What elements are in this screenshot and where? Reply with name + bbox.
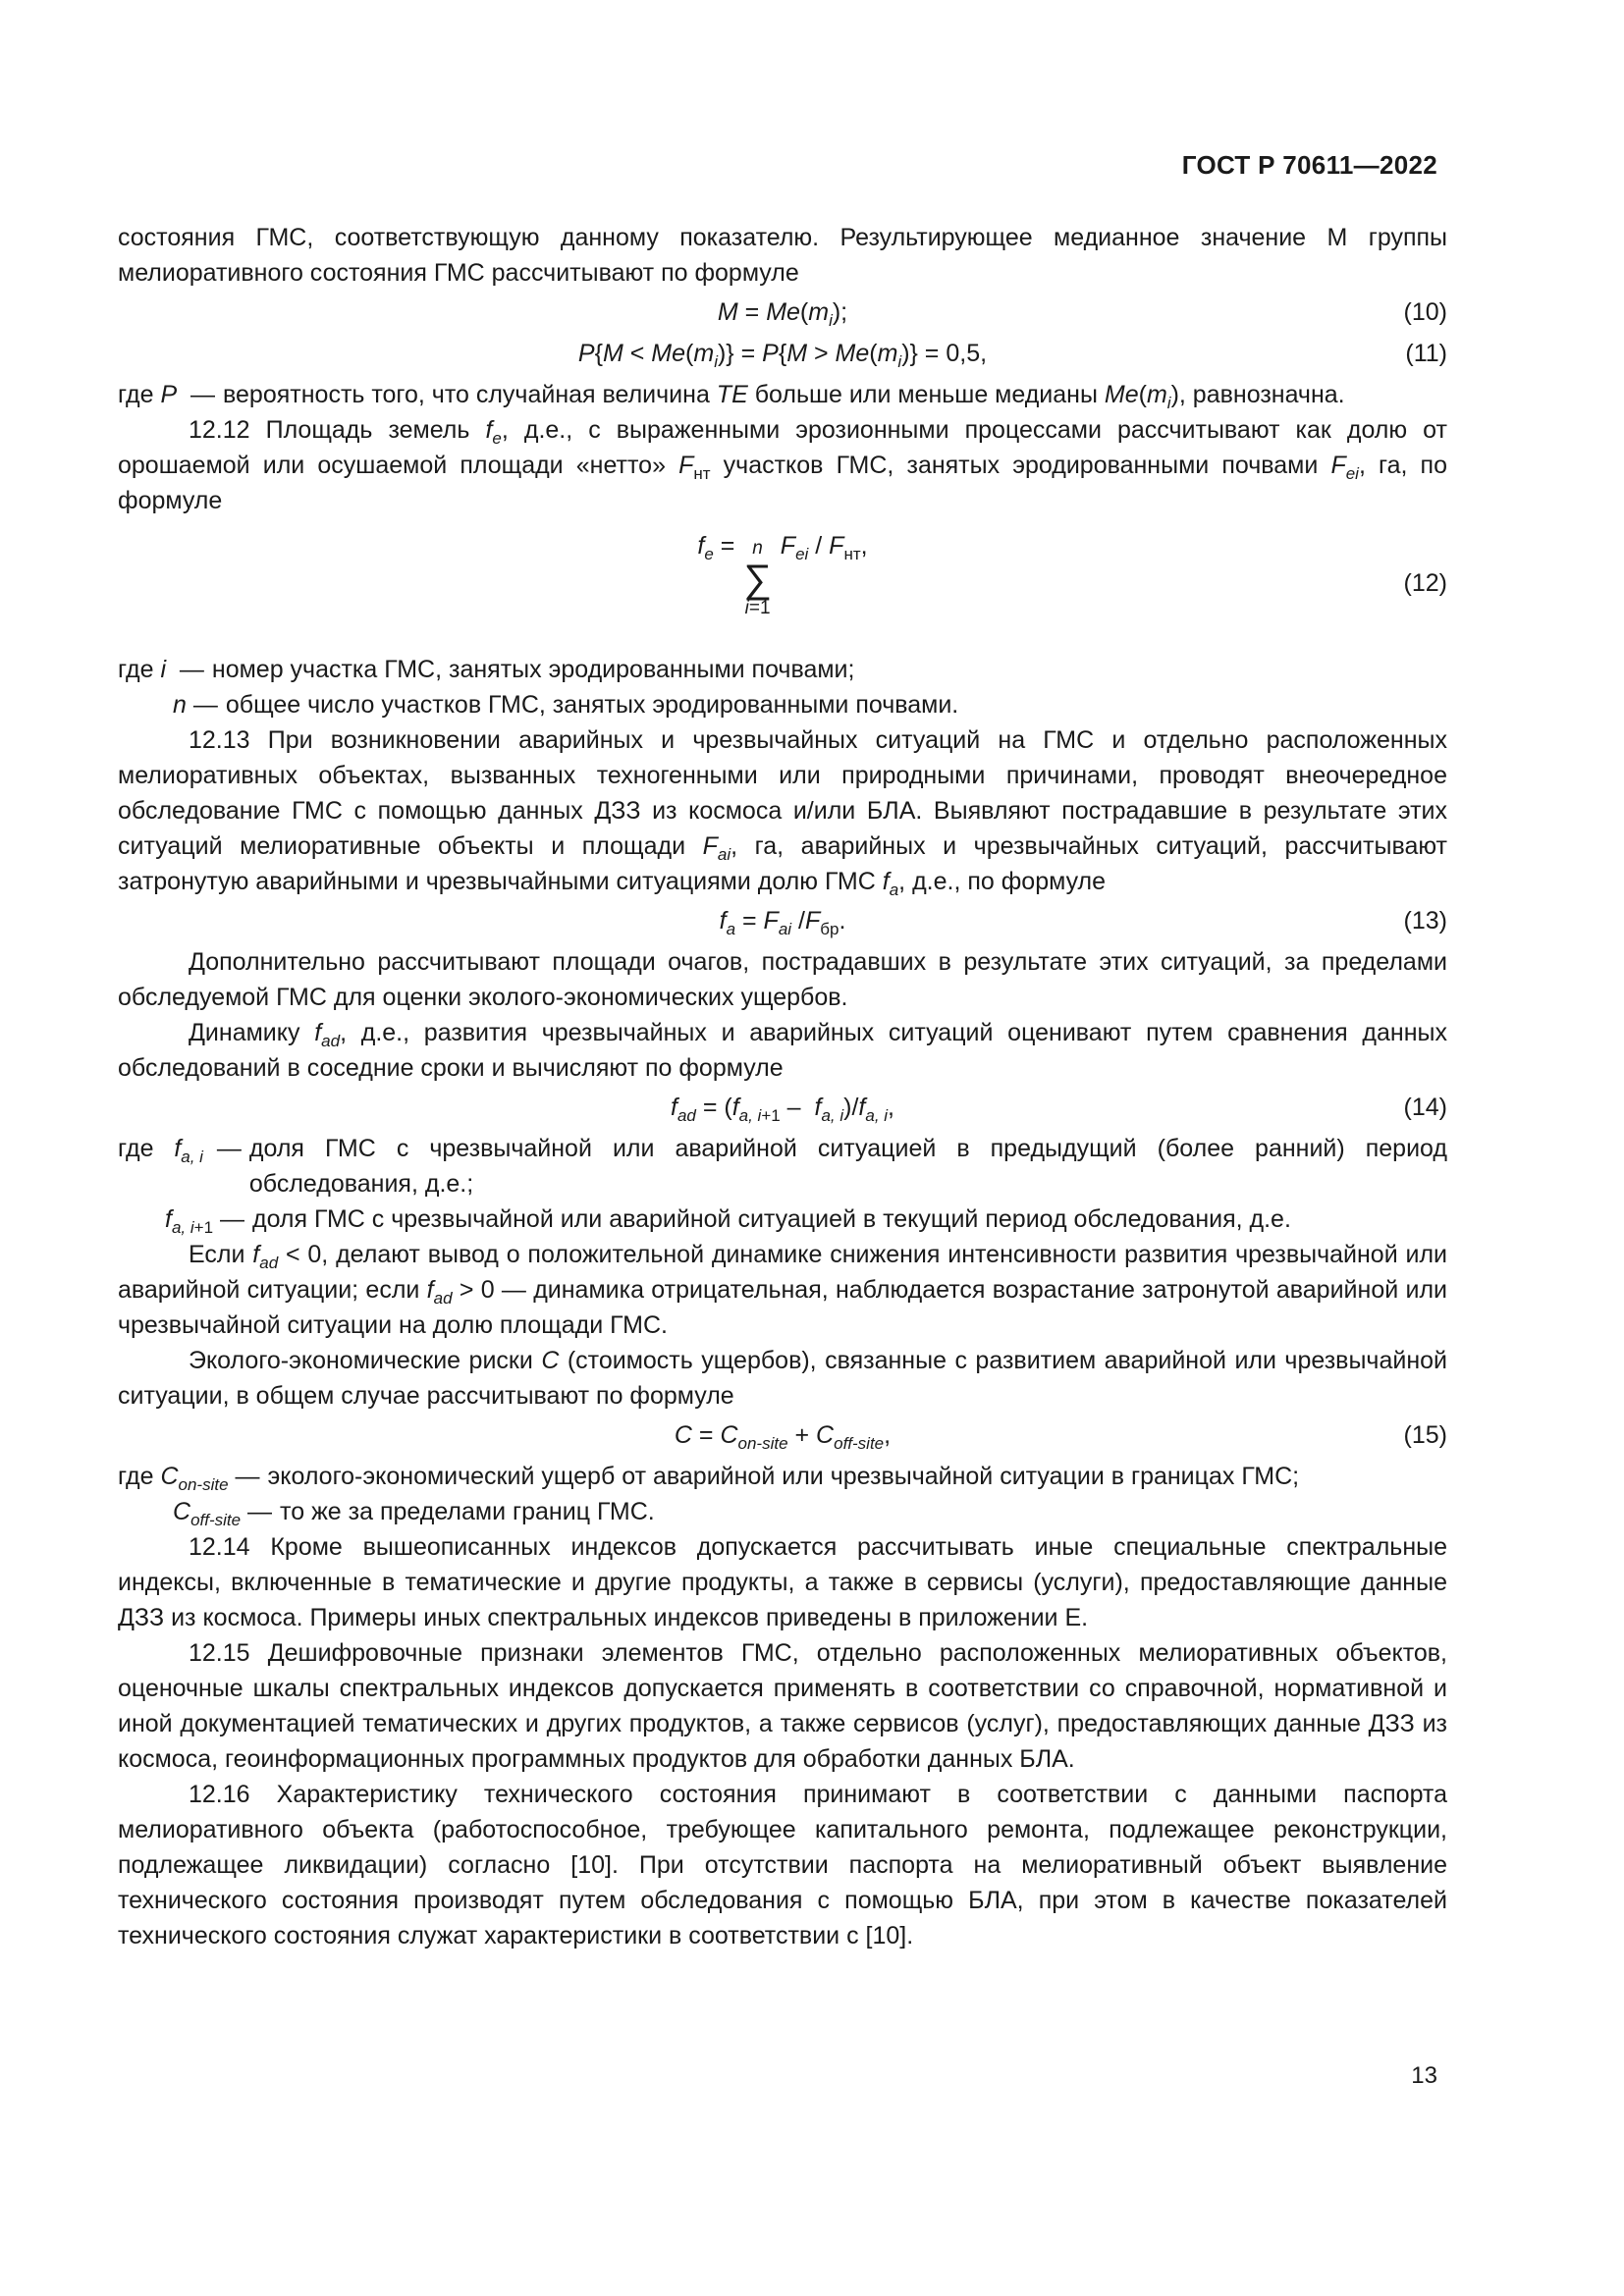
definition-text: вероятность того, что случайная величина TE больше или меньше медианы $Me(m_i)$, равнозначна.	[223, 381, 1345, 412]
formula-12-expression: $f_e$ = n ∑ i=1 $F_{ei} / F_{нт}$,	[697, 532, 868, 618]
paragraph-12-13: 12.13 При возникновении аварийных и чрезвычайных ситуаций на ГМС и отдельно расположенных мелиоративных объектах, вызванных техногенными или природными причинами, проводят внеочередное обследование ГМС с помощью данных ДЗЗ из космоса и/или БЛА. Выявляют пострадавшие в результате этих ситуаций мелиоративные объекты и площади $F_{ai}$, га, аварийных и чрезвычайных ситуаций, рассчитывают затронутую аварийными и чрезвычайными ситуациями долю ГМС $f_a$, д.е., по формуле	[118, 726, 1447, 899]
formula-10	[118, 294, 1447, 330]
definition-text: номер участка ГМС, занятых эродированными почвами;	[211, 656, 855, 683]
formula-15-number: (15)	[1403, 1421, 1447, 1449]
definition-term: где $C_{on-site}$ —	[118, 1463, 260, 1494]
formula-11	[118, 336, 1447, 371]
definition-fai	[118, 1131, 1447, 1201]
definition-term: где P —	[118, 381, 216, 408]
paragraph-12-14: 12.14 Кроме вышеописанных индексов допускается рассчитывать иные специальные спектральные индексы, включенные в тематические и другие продукты, а также в сервисы (услуги), предоставляющие данные ДЗЗ из космоса. Примеры иных спектральных индексов приведены в приложении Е.	[118, 1533, 1447, 1631]
definition-text: доля ГМС с чрезвычайной или аварийной ситуацией в предыдущий (более ранний) период обследования, д.е.;	[248, 1135, 1447, 1198]
paragraph-dynamics: Динамику $f_{ad}$, д.е., развития чрезвычайных и аварийных ситуаций оценивают путем сравнения данных обследований в соседние сроки и вычисляют по формуле	[118, 1019, 1447, 1082]
definition-fai1	[118, 1201, 1447, 1237]
formula-11-number: (11)	[1405, 340, 1447, 367]
paragraph-12-16: 12.16 Характеристику технического состояния принимают в соответствии с данными паспорта мелиоративного объекта (работоспособное, требующее капитального ремонта, подлежащее реконструкции, подлежащее ликвидации) согласно [10]. При отсутствии паспорта на мелиоративный объект выявление технического состояния производят путем обследования с помощью БЛА, при этом в качестве показателей технического состояния служат характеристики в соответствии с [10].	[118, 1781, 1447, 1949]
formula-15	[118, 1417, 1447, 1453]
definition-text: то же за пределами границ ГМС.	[280, 1498, 655, 1525]
formula-15-expression: $C = C_{on-site} + C_{off-site}$,	[674, 1421, 892, 1453]
definition-i	[118, 652, 1447, 687]
formula-14-expression: $f_{ad} = (f_{a, i+1} - f_{a, i})/f_{a, i}$,	[671, 1094, 894, 1125]
paragraph-12-15: 12.15 Дешифровочные признаки элементов ГМС, отдельно расположенных мелиоративных объектов, оценочные шкалы спектральных индексов допускается применять в соответствии со справочной, нормативной и иной документацией тематических и других продуктов, а также сервисов (услуг), предоставляющих данные ДЗЗ из космоса, геоинформационных программных продуктов для обработки данных БЛА.	[118, 1639, 1447, 1773]
definition-P	[118, 377, 1447, 412]
document-code-header: ГОСТ Р 70611—2022	[1181, 150, 1437, 180]
formula-13-number: (13)	[1403, 907, 1447, 934]
definition-term: $C_{off-site}$ —	[173, 1498, 273, 1529]
definition-term: где $f_{a, i}$ —	[118, 1135, 242, 1166]
paragraph-intro: состояния ГМС, соответствующую данному показателю. Результирующее медианное значение M группы мелиоративного состояния ГМС рассчитывают по формуле	[118, 224, 1447, 287]
paragraph-risks: Эколого-экономические риски C (стоимость ущербов), связанные с развитием аварийной или чрезвычайной ситуации, в общем случае рассчитывают по формуле	[118, 1347, 1447, 1410]
paragraph-additional: Дополнительно рассчитывают площади очагов, пострадавших в результате этих ситуаций, за пределами обследуемой ГМС для оценки эколого-экономических ущербов.	[118, 948, 1447, 1011]
definition-term: n —	[173, 691, 218, 719]
page-number: 13	[1411, 2062, 1437, 2089]
formula-13-expression: $f_a = F_{ai}$ $/F_{бр}$.	[719, 907, 846, 938]
definition-coff-site	[118, 1494, 1447, 1529]
formula-14	[118, 1090, 1447, 1125]
formula-14-number: (14)	[1403, 1094, 1447, 1121]
page-body	[118, 220, 1447, 1953]
formula-12-number: (12)	[1403, 569, 1447, 597]
formula-13	[118, 903, 1447, 938]
definition-term: $f_{a, i+1}$ —	[165, 1205, 244, 1237]
paragraph-12-12: 12.12 Площадь земель $f_e$, д.е., с выраженными эрозионными процессами рассчитывают как долю от орошаемой или осушаемой площади «нетто» $F_{нт}$ участков ГМС, занятых эродированными почвами $F_{ei}$, га, по формуле	[118, 416, 1447, 514]
formula-11-expression: $P\{M < Me(m_i)\} = P\{M > Me(m_i)\} = 0,5$,	[577, 340, 988, 371]
definition-con-site	[118, 1459, 1447, 1494]
definition-text: доля ГМС с чрезвычайной или аварийной ситуацией в текущий период обследования, д.е.	[251, 1205, 1291, 1233]
definition-term: где i —	[118, 656, 204, 683]
definition-text: эколого-экономический ущерб от аварийной или чрезвычайной ситуации в границах ГМС;	[267, 1463, 1300, 1490]
formula-10-expression: $M = Me(m_i)$;	[717, 298, 848, 330]
formula-10-number: (10)	[1403, 298, 1447, 326]
sum-sign: n ∑ i=1	[743, 538, 772, 618]
definition-n	[118, 687, 1447, 722]
formula-12	[118, 528, 1447, 638]
definition-text: общее число участков ГМС, занятых эродированными почвами.	[225, 691, 959, 719]
paragraph-if: Если $f_{ad} < 0$, делают вывод о положительной динамике снижения интенсивности развития чрезвычайной или аварийной ситуации; если $f_{ad} > 0$ — динамика отрицательная, наблюдается возрастание затронутой аварийной или чрезвычайной ситуации на долю площади ГМС.	[118, 1241, 1447, 1339]
